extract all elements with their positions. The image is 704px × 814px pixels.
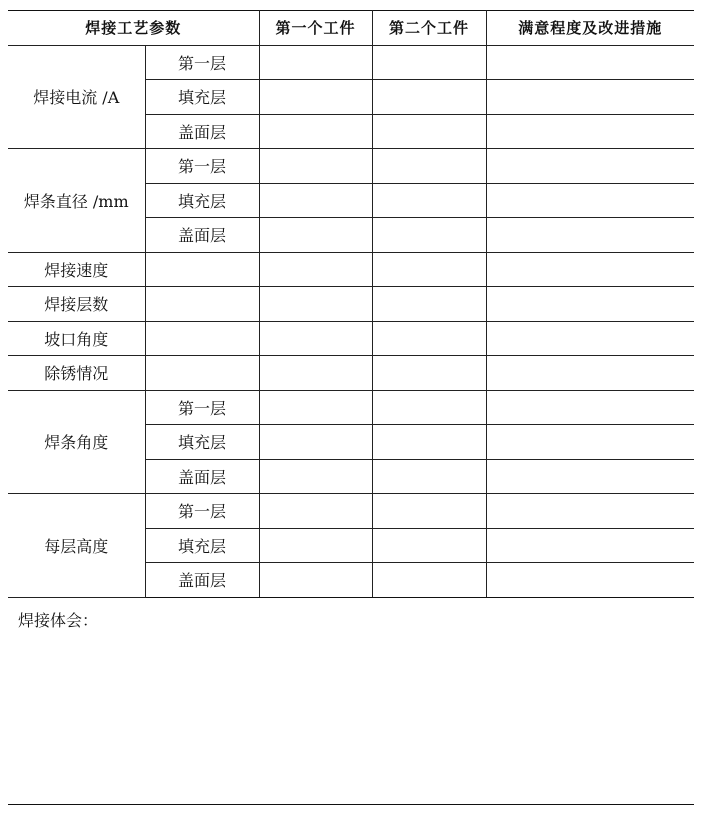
- table-row: [8, 321, 694, 356]
- cell-layer[interactable]: [145, 252, 259, 287]
- cell-first-workpiece[interactable]: [259, 252, 372, 287]
- cell-layer[interactable]: [145, 287, 259, 322]
- row-label-rust-removal: 除锈情况: [8, 356, 145, 391]
- cell-satisfaction[interactable]: [486, 183, 694, 218]
- table-row: [8, 390, 694, 425]
- cell-satisfaction[interactable]: [486, 218, 694, 253]
- cell-second-workpiece[interactable]: [372, 183, 486, 218]
- cell-second-workpiece[interactable]: [372, 528, 486, 563]
- layer-label: 第一层: [145, 149, 259, 184]
- welding-record-form: [8, 10, 694, 598]
- cell-first-workpiece[interactable]: [259, 321, 372, 356]
- cell-layer[interactable]: [145, 321, 259, 356]
- cell-satisfaction[interactable]: [486, 459, 694, 494]
- header-satisfaction-improvement: 满意程度及改进措施: [486, 11, 694, 46]
- cell-first-workpiece[interactable]: [259, 218, 372, 253]
- cell-second-workpiece[interactable]: [372, 149, 486, 184]
- layer-label: 第一层: [145, 45, 259, 80]
- table-row: [8, 252, 694, 287]
- cell-first-workpiece[interactable]: [259, 459, 372, 494]
- cell-first-workpiece[interactable]: [259, 80, 372, 115]
- table-row: [8, 356, 694, 391]
- cell-satisfaction[interactable]: [486, 114, 694, 149]
- cell-satisfaction[interactable]: [486, 390, 694, 425]
- cell-first-workpiece[interactable]: [259, 390, 372, 425]
- cell-second-workpiece[interactable]: [372, 252, 486, 287]
- cell-satisfaction[interactable]: [486, 321, 694, 356]
- layer-label: 盖面层: [145, 459, 259, 494]
- row-label-welding-current: 焊接电流 /A: [8, 45, 145, 149]
- cell-first-workpiece[interactable]: [259, 149, 372, 184]
- cell-satisfaction[interactable]: [486, 356, 694, 391]
- table-row: [8, 494, 694, 529]
- cell-satisfaction[interactable]: [486, 45, 694, 80]
- cell-first-workpiece[interactable]: [259, 356, 372, 391]
- row-label-rod-angle: 焊条角度: [8, 390, 145, 494]
- layer-label: 填充层: [145, 80, 259, 115]
- row-label-layer-count: 焊接层数: [8, 287, 145, 322]
- layer-label: 第一层: [145, 390, 259, 425]
- row-label-groove-angle: 坡口角度: [8, 321, 145, 356]
- cell-second-workpiece[interactable]: [372, 321, 486, 356]
- cell-second-workpiece[interactable]: [372, 494, 486, 529]
- cell-second-workpiece[interactable]: [372, 218, 486, 253]
- table-row: [8, 287, 694, 322]
- cell-second-workpiece[interactable]: [372, 80, 486, 115]
- cell-satisfaction[interactable]: [486, 287, 694, 322]
- row-label-rod-diameter: 焊条直径 /mm: [8, 149, 145, 253]
- layer-label: 填充层: [145, 528, 259, 563]
- welding-notes-label: 焊接体会：: [18, 611, 99, 630]
- cell-second-workpiece[interactable]: [372, 459, 486, 494]
- cell-satisfaction[interactable]: [486, 563, 694, 598]
- cell-first-workpiece[interactable]: [259, 287, 372, 322]
- layer-label: 填充层: [145, 425, 259, 460]
- row-label-layer-height: 每层高度: [8, 494, 145, 598]
- header-welding-parameters: 焊接工艺参数: [8, 11, 259, 46]
- header-second-workpiece: 第二个工件: [372, 11, 486, 46]
- layer-label: 第一层: [145, 494, 259, 529]
- cell-first-workpiece[interactable]: [259, 183, 372, 218]
- cell-first-workpiece[interactable]: [259, 528, 372, 563]
- header-first-workpiece: 第一个工件: [259, 11, 372, 46]
- layer-label: 盖面层: [145, 563, 259, 598]
- row-label-welding-speed: 焊接速度: [8, 252, 145, 287]
- table-row: [8, 149, 694, 184]
- cell-satisfaction[interactable]: [486, 252, 694, 287]
- layer-label: 填充层: [145, 183, 259, 218]
- table-row: [8, 45, 694, 80]
- cell-first-workpiece[interactable]: [259, 45, 372, 80]
- cell-first-workpiece[interactable]: [259, 563, 372, 598]
- cell-first-workpiece[interactable]: [259, 425, 372, 460]
- cell-satisfaction[interactable]: [486, 494, 694, 529]
- cell-satisfaction[interactable]: [486, 425, 694, 460]
- layer-label: 盖面层: [145, 218, 259, 253]
- cell-satisfaction[interactable]: [486, 528, 694, 563]
- cell-second-workpiece[interactable]: [372, 114, 486, 149]
- cell-second-workpiece[interactable]: [372, 45, 486, 80]
- cell-layer[interactable]: [145, 356, 259, 391]
- cell-second-workpiece[interactable]: [372, 425, 486, 460]
- cell-satisfaction[interactable]: [486, 80, 694, 115]
- cell-second-workpiece[interactable]: [372, 356, 486, 391]
- cell-second-workpiece[interactable]: [372, 287, 486, 322]
- cell-first-workpiece[interactable]: [259, 494, 372, 529]
- cell-second-workpiece[interactable]: [372, 390, 486, 425]
- welding-parameters-table: [8, 10, 694, 598]
- layer-label: 盖面层: [145, 114, 259, 149]
- header-row: [8, 11, 694, 46]
- cell-second-workpiece[interactable]: [372, 563, 486, 598]
- cell-satisfaction[interactable]: [486, 149, 694, 184]
- welding-notes-area[interactable]: [8, 598, 694, 805]
- cell-first-workpiece[interactable]: [259, 114, 372, 149]
